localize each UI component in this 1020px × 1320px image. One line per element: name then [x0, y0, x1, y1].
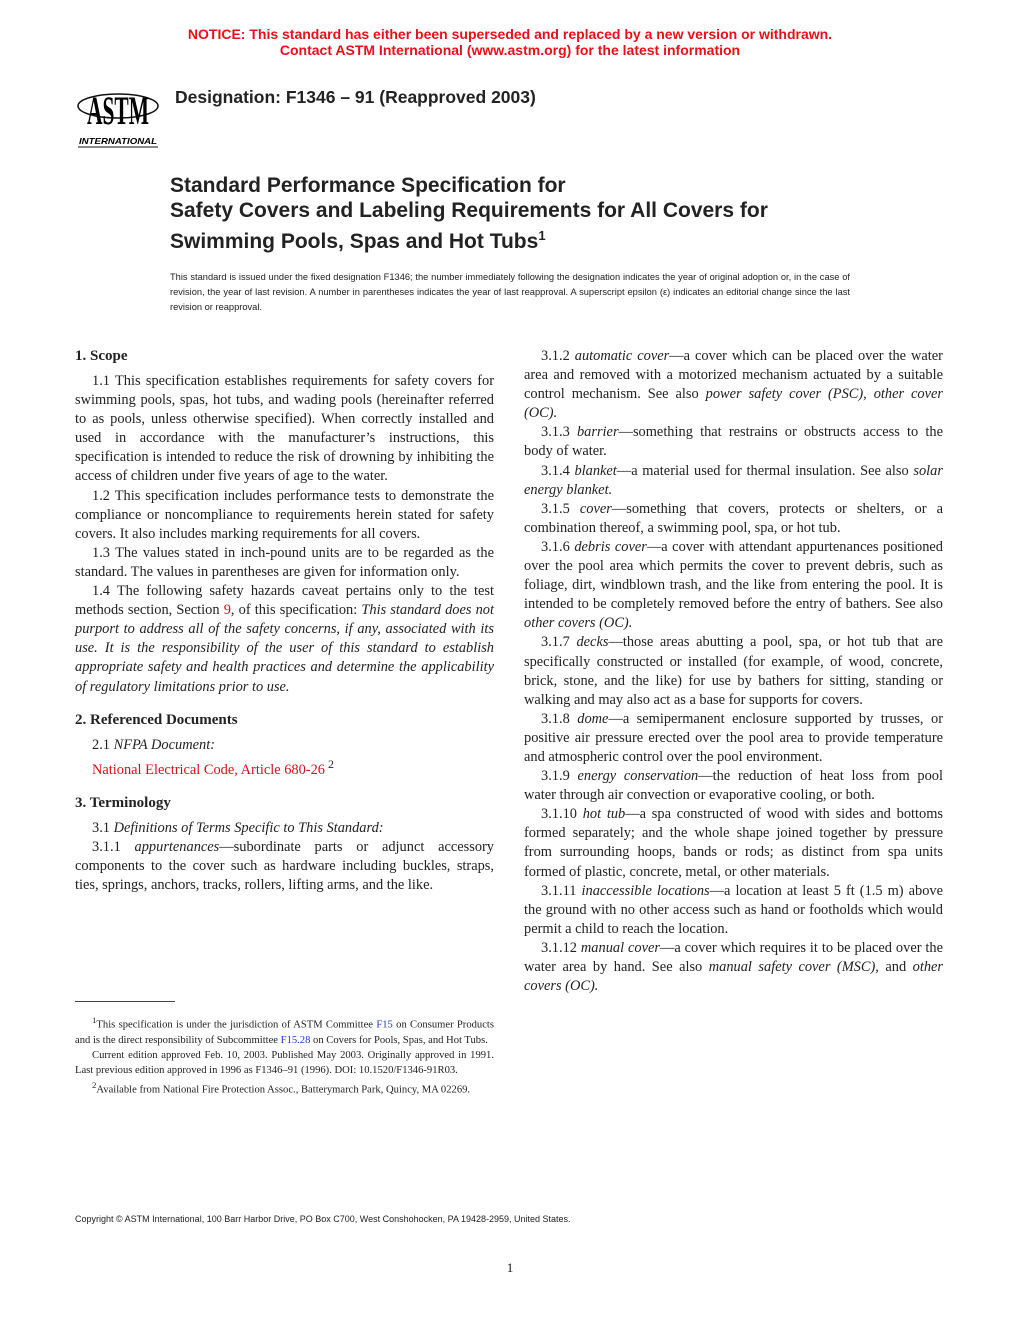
- section-heading: 2. Referenced Documents: [75, 711, 238, 728]
- designation: Designation: F1346 – 91 (Reapproved 2003): [175, 87, 536, 107]
- text: 1.3 The values stated in inch-pound units are to be regarded as the standard. The values in parentheses are given for information only.: [75, 544, 494, 580]
- italic-text: inaccessible locations: [581, 882, 710, 899]
- text: 3.1.4: [541, 462, 575, 479]
- svg-text:INTERNATIONAL: INTERNATIONAL: [79, 136, 157, 146]
- text: 1.2 This specification includes performance tests to demonstrate the compliance or noncompliance to requirements herein stated for safety covers. It also includes marking requirements for all covers.: [75, 487, 494, 542]
- paragraph: [75, 372, 494, 487]
- italic-text: manual safety cover (MSC),: [708, 959, 879, 975]
- italic-text: energy conservation: [577, 768, 699, 785]
- italic-text: This standard does not purport to address all of the safety concerns, if any, associated with its use. It is the responsibility of the user of this standard to establish appropriate safety and health practices and determine the applicability of regulatory limitations prior to use.: [75, 602, 494, 695]
- text: 1.1 This specification establishes requirements for safety covers for swimming pools, spas, hot tubs, and wading pools (hereinafter referred to as pools, unless otherwise specified). When correctly installed and used in accordance with the manufacturer’s instructions, this specification is intended to reduce the risk of drowning by inhibiting the access of children under five years of age to the water.: [75, 373, 494, 485]
- paragraph: [75, 1013, 494, 1048]
- italic-text: debris cover: [574, 538, 647, 555]
- text: , of this specification:: [230, 602, 362, 619]
- paragraph: [524, 423, 943, 461]
- committee-link[interactable]: F15.28: [280, 1034, 311, 1046]
- paragraph: [524, 538, 943, 633]
- footnote-divider: [75, 1001, 175, 1002]
- text: 3.1.10: [541, 806, 583, 823]
- text: Available from National Fire Protection Assoc., Batterymarch Park, Quincy, MA 02269.: [96, 1084, 471, 1096]
- text: —those areas abutting a pool, spa, or hot tub that are specifically constructed or installed (for example, of wood, concrete, brick, stone, and the like) for use by bathers for sitting, standing or walking and may also act as a base for supports for covers.: [524, 634, 943, 708]
- text: This specification is under the jurisdiction of ASTM Committee: [96, 1019, 377, 1031]
- paragraph: [75, 755, 494, 780]
- text: 3.1.8: [541, 710, 578, 727]
- italic-text: NFPA Document:: [113, 736, 215, 753]
- section-heading: 1. Scope: [75, 348, 128, 364]
- paragraph: [75, 487, 494, 544]
- text: 2.1: [92, 736, 114, 753]
- footnote-ref[interactable]: 1: [92, 1015, 97, 1025]
- text: Current edition approved Feb. 10, 2003. Published May 2003. Originally approved in 1991. Last previous edition approved in 1996 as F1346–91 (1996). DOI: 10.1520/F1346-91R03.: [75, 1049, 494, 1076]
- text: —the reduction of heat loss from pool water through air convection or evaporative cooling, or both.: [524, 768, 943, 804]
- paragraph: [75, 1078, 494, 1098]
- text: 3.1.2: [541, 348, 575, 364]
- text: 3.1.3: [541, 424, 577, 441]
- footnote-ref[interactable]: 2: [324, 756, 334, 771]
- text: —a spa constructed of wood with sides and bottoms formed separately; and the whole shape joined together by pressure from surrounding hoops, bands or rods; as distinct from spa units formed of plastic, concrete, metal, or other materials.: [524, 806, 943, 880]
- text: —something that covers, protects or shelters, or a combination thereof, a swimming pool, spa, or hot tub.: [524, 500, 943, 536]
- italic-text: other covers (OC).: [524, 959, 944, 995]
- withdrawal-notice: [0, 26, 1020, 58]
- left-column: [75, 347, 494, 895]
- reference-link[interactable]: 9: [223, 602, 231, 619]
- paragraph: [524, 710, 943, 767]
- text: —something that restrains or obstructs access to the body of water.: [524, 424, 943, 460]
- text: 1.4 The following safety hazards caveat pertains only to the test methods section, Section: [75, 583, 494, 619]
- title-footnote-ref[interactable]: 1: [538, 228, 546, 243]
- paragraph: [75, 582, 494, 697]
- footnote-ref[interactable]: 2: [92, 1079, 97, 1090]
- text: and: [878, 959, 913, 975]
- italic-text: manual cover: [580, 939, 660, 956]
- title-line-3: Swimming Pools, Spas and Hot Tubs: [170, 230, 539, 253]
- reference-link[interactable]: National Electrical Code, Article 680-26: [92, 761, 325, 778]
- paragraph: [524, 939, 943, 996]
- paragraph: [524, 805, 943, 881]
- italic-text: solar energy blanket.: [524, 462, 943, 498]
- paragraph: [524, 500, 943, 538]
- text: —a semipermanent enclosure supported by trusses, or positive air pressure erected over the pool area to provide temperature and atmospheric control over the pool environment.: [524, 710, 943, 765]
- italic-text: Definitions of Terms Specific to This Standard:: [113, 819, 384, 836]
- text: —a material used for thermal insulation. See also: [616, 462, 914, 479]
- italic-text: cover: [579, 500, 612, 517]
- text: 3.1: [92, 819, 114, 836]
- copyright: Copyright © ASTM International, 100 Barr Harbor Drive, PO Box C700, West Conshohocken, PA 19428-2959, United States.: [75, 1214, 571, 1224]
- paragraph: [75, 1048, 494, 1078]
- page-number: 1: [506, 1260, 514, 1275]
- text: on Covers for Pools, Spas, and Hot Tubs.: [310, 1034, 488, 1046]
- text: —a cover which requires it to be placed over the water area by hand. See also: [524, 939, 944, 975]
- paragraph: [75, 736, 494, 755]
- italic-text: barrier: [576, 424, 619, 441]
- italic-text: appurtenances: [134, 838, 220, 855]
- text: —subordinate parts or adjunct accessory components to the cover such as hardware including buckles, straps, ties, springs, anchors, tracks, rollers, lifting arms, and the like.: [75, 838, 494, 893]
- section-heading: 3. Terminology: [75, 794, 171, 811]
- notice-line-2: Contact ASTM International (www.astm.org) for the latest information: [279, 42, 741, 58]
- right-column: [524, 347, 943, 996]
- title-line-2: Safety Covers and Labeling Requirements for All Covers for: [170, 199, 768, 222]
- paragraph: [524, 767, 943, 805]
- paragraph: [75, 544, 494, 582]
- text: 3.1.7: [541, 634, 577, 651]
- italic-text: other covers (OC).: [524, 615, 633, 632]
- svg-text:ASTM: ASTM: [87, 88, 149, 133]
- committee-link[interactable]: F15: [376, 1019, 393, 1031]
- text: 3.1.11: [541, 882, 582, 899]
- paragraph: [75, 838, 494, 895]
- footnotes: [75, 1013, 494, 1097]
- document-title: [170, 173, 768, 254]
- text: 3.1.5: [541, 500, 580, 517]
- italic-text: dome: [577, 710, 609, 727]
- text: 3.1.9: [541, 768, 578, 785]
- italic-text: hot tub: [582, 806, 626, 823]
- paragraph: [524, 462, 943, 500]
- italic-text: power safety cover (PSC), other cover (OC).: [524, 386, 943, 422]
- text: —a cover with attendant appurtenances positioned over the pool area which permits the cover to prevent debris, such as foliage, dirt, windblown trash, and the like from entering the pool. It is intended to be completely removed before the entry of bathers. See also: [524, 538, 943, 613]
- text: on Consumer Products and is the direct responsibility of Subcommittee: [75, 1019, 494, 1046]
- paragraph: [75, 819, 494, 838]
- title-line-1: Standard Performance Specification for: [170, 174, 566, 197]
- notice-line-1: NOTICE: This standard has either been superseded and replaced by a new version or withdrawn.: [187, 26, 833, 42]
- text: —a location at least 5 ft (1.5 m) above the ground with no other access such as hand or footholds which would permit a child to reach the location.: [524, 882, 943, 937]
- text: 3.1.1: [92, 838, 135, 855]
- text: 3.1.6: [541, 538, 575, 555]
- text: 3.1.12: [541, 939, 581, 956]
- paragraph: [524, 882, 943, 939]
- italic-text: automatic cover: [574, 348, 670, 364]
- paragraph: [524, 633, 943, 709]
- paragraph: [524, 347, 943, 423]
- issue-note: This standard is issued under the fixed designation F1346; the number immediately following the designation indicates the year of original adoption or, in the case of revision, the year of last revision. A number in parentheses indicates the year of last reapproval. A superscript epsilon (ε) indicates an editorial change since the last revision or reapproval.: [170, 272, 850, 312]
- italic-text: decks: [576, 634, 609, 651]
- text: —a cover which can be placed over the water area and removed with a motorized mechanism actuated by a suitable control mechanism. See also: [524, 348, 943, 403]
- astm-logo-icon: [76, 76, 160, 148]
- italic-text: blanket: [574, 462, 617, 479]
